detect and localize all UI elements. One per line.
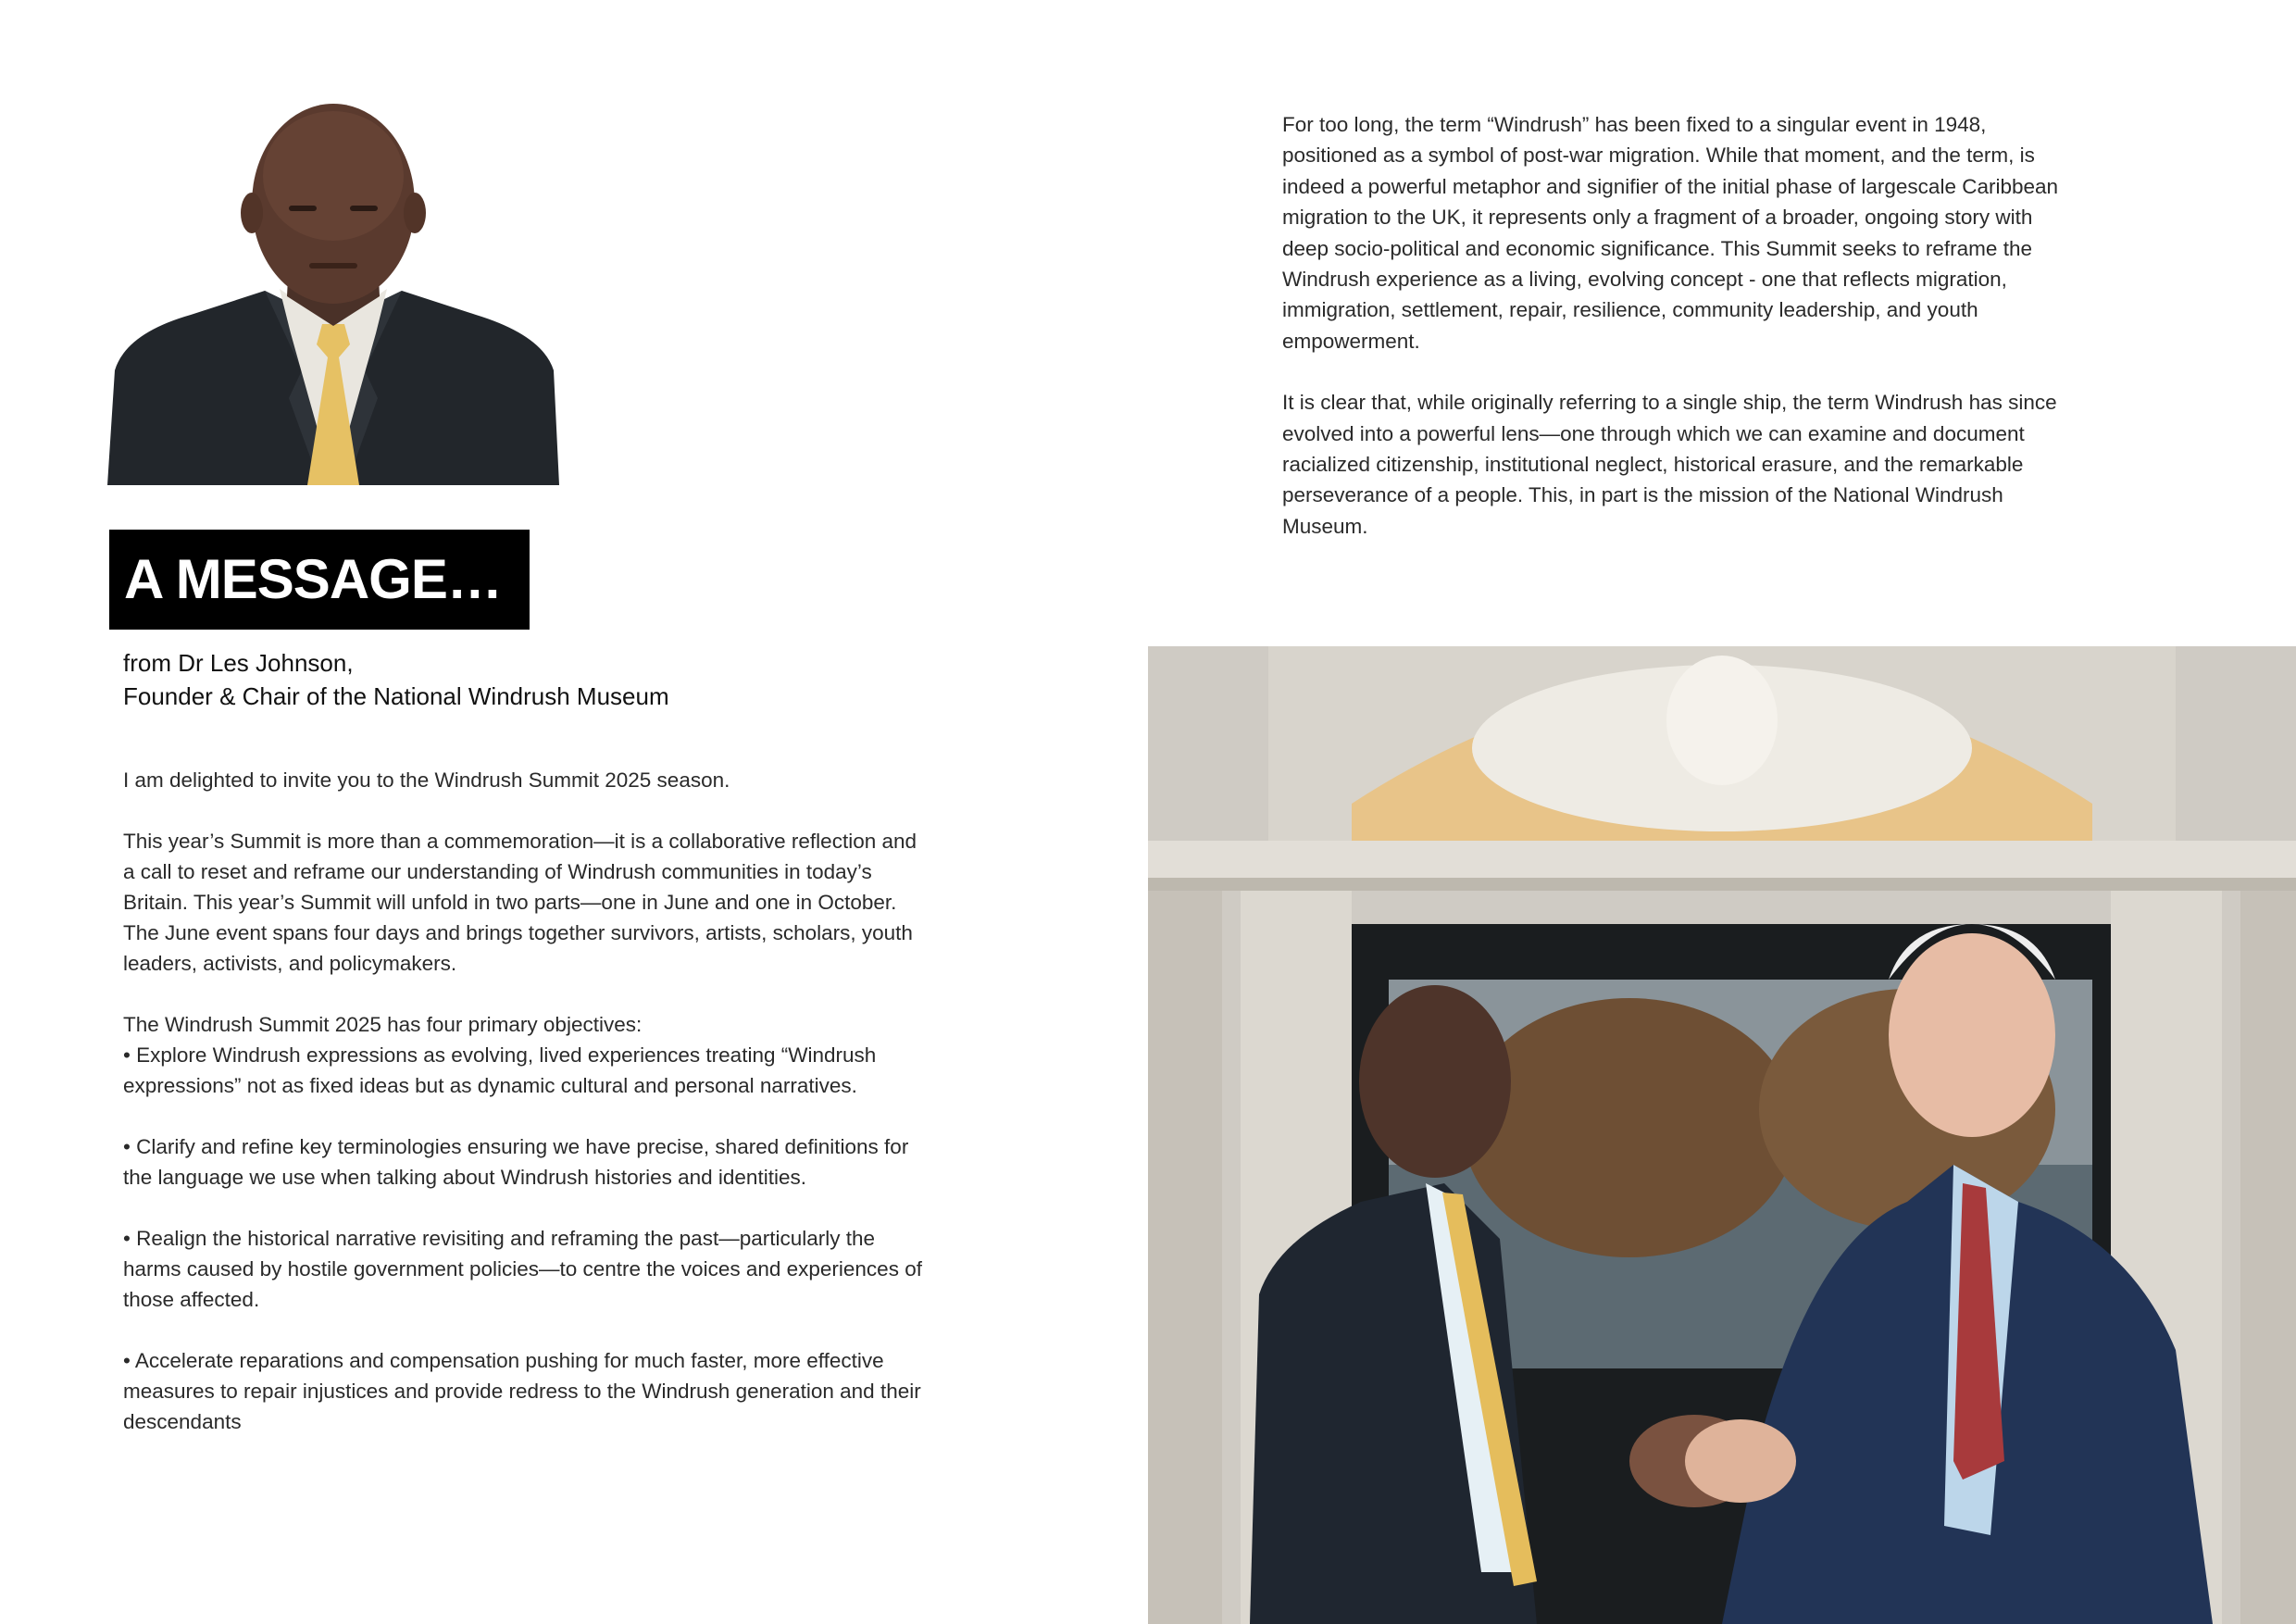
- byline: [123, 646, 956, 713]
- summit-paragraph: This year’s Summit is more than a commemoration—it is a collaborative reflection and a call to reset and reframe our understanding of Windrush communities in today’s Britain. This year’s Summit will unfold in two parts—one in June and one in October. The June event spans four days and brings together survivors, artists, scholars, youth leaders, activists, and policymakers.: [123, 830, 917, 975]
- windrush-paragraph: For too long, the term “Windrush” has been fixed to a singular event in 1948, positioned as a symbol of post-war migration. While that moment, and the term, is indeed a powerful metaphor and signifier of the initial phase of largescale Caribbean migration to the UK, it represents only a fragment of a broader, ongoing story with deep socio-political and economic significance. This Summit seeks to reframe the Windrush experience as a living, evolving concept - one that reflects migration, immigration, settlement, repair, resilience, community leadership, and youth empowerment.: [1282, 113, 2059, 353]
- objective-item: • Explore Windrush expressions as evolving, lived experiences treating “Windrush expressions” not as fixed ideas but as dynamic cultural and personal narratives.: [123, 1043, 877, 1097]
- byline-role: Founder & Chair of the National Windrush Museum: [123, 682, 669, 710]
- objectives-intro: The Windrush Summit 2025 has four primary objectives:: [123, 1013, 643, 1036]
- headline-banner: [109, 530, 530, 630]
- right-body: [1282, 109, 2060, 572]
- handshake-photo: [1148, 646, 2296, 1624]
- right-page: [1148, 0, 2296, 1624]
- headline: A MESSAGE…: [124, 548, 502, 610]
- objective-item: • Clarify and refine key terminologies ensuring we have precise, shared definitions for the language we use when talking about Windrush histories and identities.: [123, 1135, 909, 1189]
- objective-item: • Realign the historical narrative revisiting and reframing the past—particularly the harms caused by hostile government policies—to centre the voices and experiences of those affected.: [123, 1227, 922, 1311]
- objective-item: • Accelerate reparations and compensation pushing for much faster, more effective measures to repair injustices and provide redress to the Windrush generation and their descendants: [123, 1349, 921, 1433]
- museum-mission-paragraph: It is clear that, while originally referring to a single ship, the term Windrush has since evolved into a powerful lens—one through which we can examine and document racialized citizenship, institutional neglect, historical erasure, and the remarkable perseverance of a people. This, in part is the mission of the National Windrush Museum.: [1282, 391, 2057, 538]
- message-body: [123, 765, 929, 1468]
- portrait-photo: [107, 93, 559, 485]
- intro-paragraph: I am delighted to invite you to the Windrush Summit 2025 season.: [123, 768, 730, 792]
- byline-author: from Dr Les Johnson,: [123, 649, 354, 677]
